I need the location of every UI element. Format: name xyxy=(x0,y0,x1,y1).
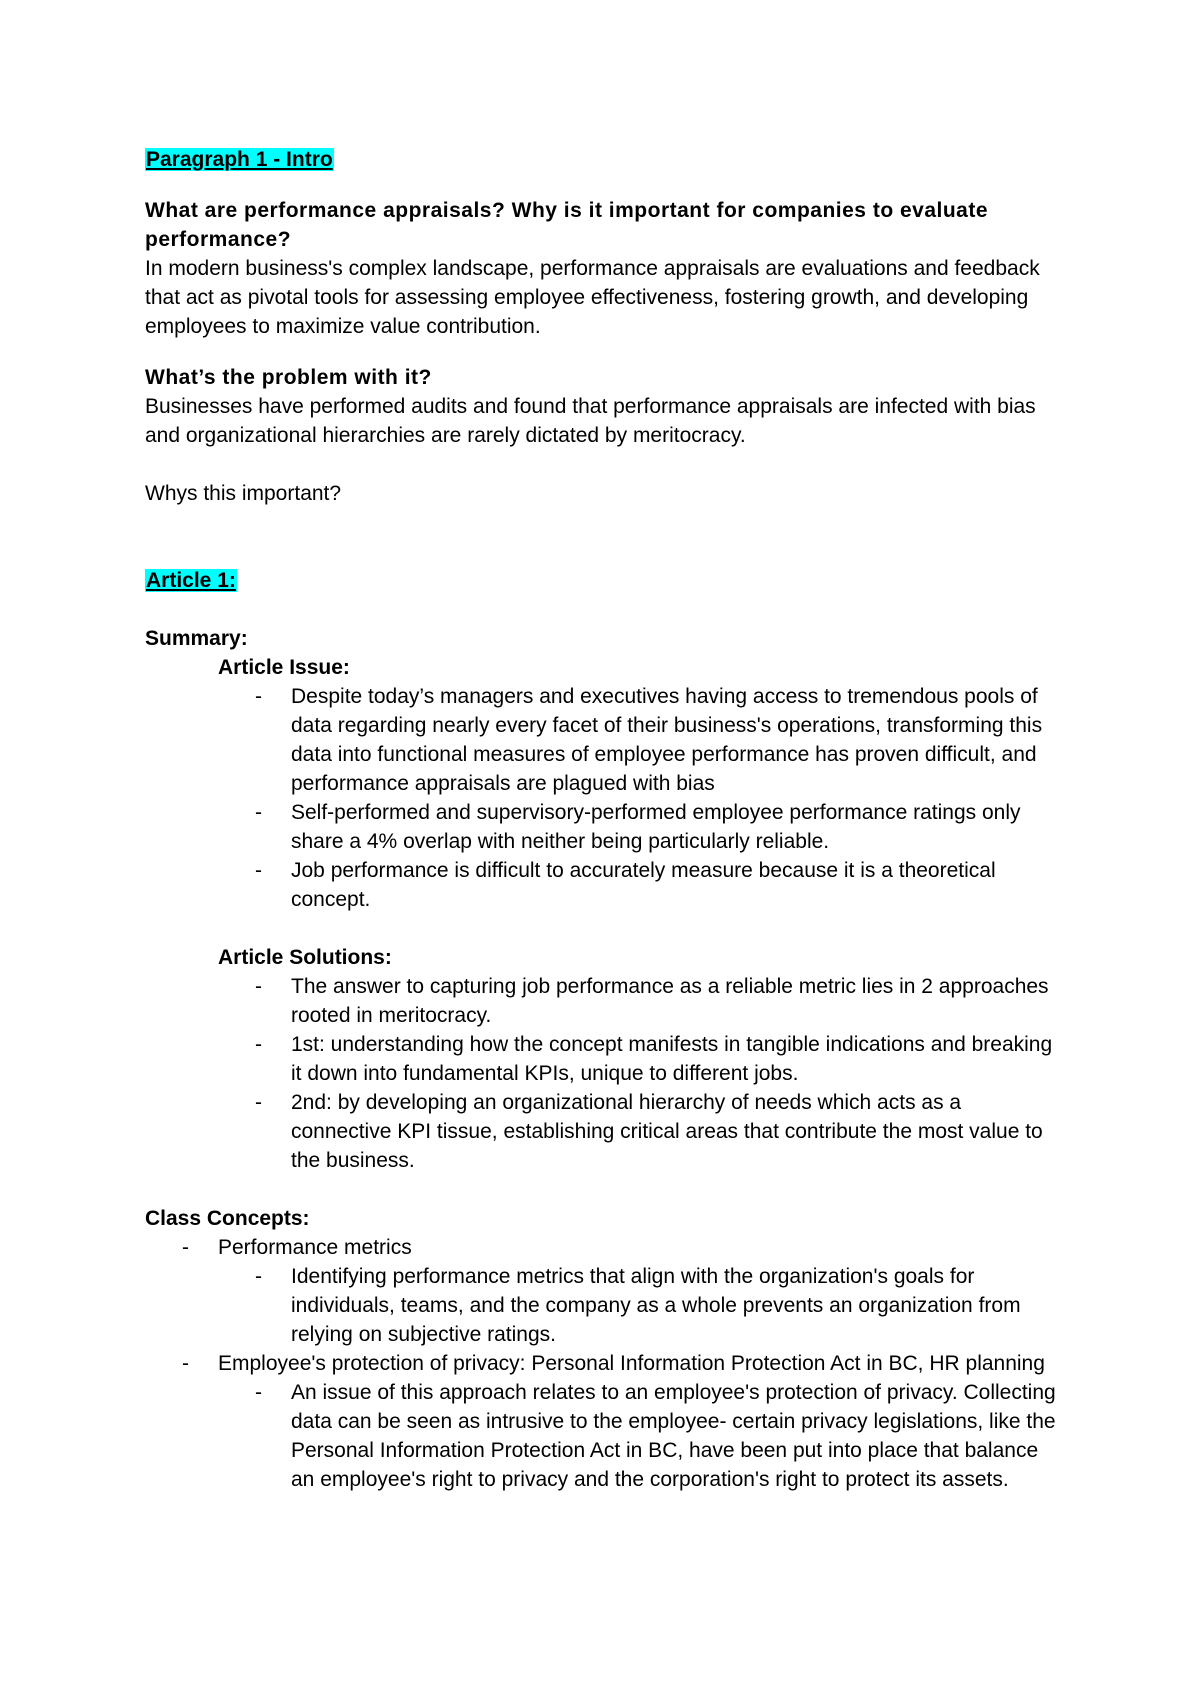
list-item: - 2nd: by developing an organizational hierarchy of needs which acts as a connective KPI tissue, establishing critical areas that contribute the most value to the business. xyxy=(145,1088,1065,1175)
list-item: - 1st: understanding how the concept manifests in tangible indications and breaking it down into fundamental KPIs, unique to different jobs. xyxy=(145,1030,1065,1088)
question-what-are-appraisals: What are performance appraisals? Why is it important for companies to evaluate performance? xyxy=(145,199,989,251)
class-concepts-list xyxy=(145,1233,1065,1494)
article1-heading: Article 1: xyxy=(146,569,236,592)
list-item: - An issue of this approach relates to an employee's protection of privacy. Collecting data can be seen as intrusive to the employee- certain privacy legislations, like the Personal Information Protection Act in BC, have been put into place that balance an employee's right to privacy and the corporation's right to protect its assets. xyxy=(218,1378,1065,1494)
article-solutions-list xyxy=(145,972,1065,1175)
concept-title: Employee's protection of privacy: Personal Information Protection Act in BC, HR planning xyxy=(218,1352,1045,1375)
concept-title: Performance metrics xyxy=(218,1236,412,1259)
class-concepts-label: Class Concepts: xyxy=(145,1207,310,1230)
question-problem: What’s the problem with it? xyxy=(145,366,432,389)
list-item: - The answer to capturing job performance as a reliable metric lies in 2 approaches rooted in meritocracy. xyxy=(145,972,1065,1030)
list-item xyxy=(145,1233,1065,1349)
concept-detail-list xyxy=(218,1262,1065,1349)
intro-heading: Paragraph 1 - Intro xyxy=(146,148,333,171)
document-body xyxy=(145,145,1065,1494)
list-item: - Despite today’s managers and executives having access to tremendous pools of data regarding nearly every facet of their business's operations, transforming this data into functional measures of employee performance has proven difficult, and performance appraisals are plagued with bias xyxy=(145,682,1065,798)
summary-label: Summary: xyxy=(145,627,248,650)
article-issue-label: Article Issue: xyxy=(218,656,350,679)
list-item: - Job performance is difficult to accurately measure because it is a theoretical concept. xyxy=(145,856,1065,914)
concept-detail-list xyxy=(218,1378,1065,1494)
answer-what-are-appraisals: In modern business's complex landscape, performance appraisals are evaluations and feedback that act as pivotal tools for assessing employee effectiveness, fostering growth, and developing employees to maximize value contribution. xyxy=(145,257,1040,338)
list-item: - Identifying performance metrics that align with the organization's goals for individuals, teams, and the company as a whole prevents an organization from relying on subjective ratings. xyxy=(218,1262,1065,1349)
answer-problem: Businesses have performed audits and found that performance appraisals are infected with bias and organizational hierarchies are rarely dictated by meritocracy. xyxy=(145,395,1036,447)
article-issue-list xyxy=(145,682,1065,914)
article-solutions-label: Article Solutions: xyxy=(218,946,392,969)
list-item xyxy=(145,1349,1065,1494)
question-why-important: Whys this important? xyxy=(145,482,342,505)
list-item: - Self-performed and supervisory-performed employee performance ratings only share a 4% overlap with neither being particularly reliable. xyxy=(145,798,1065,856)
